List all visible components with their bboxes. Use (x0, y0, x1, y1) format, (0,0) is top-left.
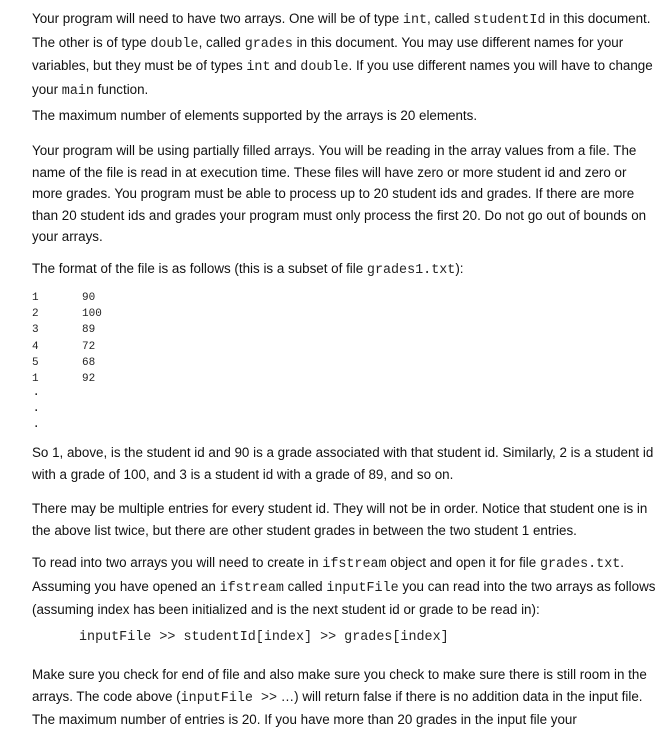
paragraph-eof-check (32, 664, 656, 731)
text-run: . Assuming you have opened an (32, 555, 625, 594)
text-run: function. (93, 81, 149, 97)
student-id-cell: 2 (32, 308, 39, 321)
table-row (32, 290, 142, 306)
grade-cell: 89 (82, 324, 96, 337)
paragraph-explanation: So 1, above, is the student id and 90 is a grade associated with that student id. Similarly, 2 is a student id with a grade of 100, and 3 is a student id with a grade of 89, and so on. (32, 445, 654, 482)
text-run: called (283, 578, 327, 594)
paragraph-file-format (32, 258, 656, 282)
text-run: and (270, 58, 301, 73)
file-sample-table (32, 290, 142, 387)
table-row (32, 322, 142, 338)
paragraph-partially-filled: Your program will be using partially filled arrays. You will be reading in the array values from a file. The name of the file is read in at execution time. These files will have zero or more student id and zero or more grades. You program must be able to process up to 20 student ids and grades. If there are more than 20 student ids and grades your program must only process the first 20. Do not go out of bounds on your arrays. (32, 143, 647, 244)
ellipsis-dot: . (34, 382, 39, 399)
code-ifstream: ifstream (322, 557, 387, 572)
paragraph-max-elements: The maximum number of elements supported by the arrays is 20 elements. (32, 108, 478, 123)
code-studentid: studentId (473, 13, 546, 28)
text-run: Your program will need to have two arrays. One will be of type (32, 11, 403, 26)
student-id-cell: 5 (32, 356, 39, 369)
table-row (32, 371, 142, 387)
student-id-cell: 4 (32, 340, 39, 353)
code-main: main (61, 83, 94, 99)
grade-cell: 90 (82, 292, 96, 304)
text-run: The format of the file is as follows (this is a subset of file (32, 261, 367, 276)
code-inputfile-extract: inputFile >> (180, 690, 278, 706)
code-example-line: inputFile >> studentId[index] >> grades[index] (79, 630, 449, 645)
paragraph-reading-arrays (32, 552, 656, 621)
student-id-cell: 3 (32, 324, 39, 337)
code-filename: grades.txt (539, 557, 621, 572)
text-run: , called (198, 34, 245, 50)
text-run: . If you use different names you will have to change your (32, 58, 653, 97)
code-grades: grades (244, 36, 293, 52)
student-id-cell: 1 (32, 292, 39, 304)
text-run: object and open it for file (386, 555, 540, 570)
text-run: …) will return false if there is no addition data in the input file. The maximum number of entries is 20. If you have more than 20 grades in the input file your (32, 688, 643, 727)
grade-cell: 68 (82, 356, 96, 369)
code-filename: grades1.txt (366, 263, 456, 278)
text-run: ): (455, 261, 464, 276)
text-run: To read into two arrays you will need to create in (32, 555, 323, 570)
grade-cell: 92 (82, 372, 96, 385)
ellipsis-dot: . (34, 414, 39, 431)
text-run: in this document. You may use different names for your variables, but they must be of types (32, 34, 624, 73)
table-row (32, 339, 142, 355)
text-run: , called (427, 11, 474, 26)
table-row (32, 306, 142, 322)
grade-cell: 100 (82, 308, 102, 321)
ellipsis-dot: . (34, 398, 39, 415)
code-double: double (150, 36, 199, 52)
code-double: double (300, 60, 349, 75)
code-int: int (246, 60, 271, 75)
code-int: int (402, 13, 428, 28)
text-run: Make sure you check for end of file and also make sure you check to make sure there is still room in the arrays. The code above ( (32, 667, 647, 704)
table-row (32, 355, 142, 371)
paragraph-arrays-intro (32, 8, 656, 102)
text-run: in this document. The other is of type (32, 11, 651, 50)
grade-cell: 72 (82, 340, 96, 353)
code-inputfile: inputFile (326, 580, 399, 596)
paragraph-multiple-entries: There may be multiple entries for every student id. They will not be in order. Notice that student one is in the above list twice, but there are other student grades in between the two student 1 entries. (32, 501, 648, 538)
student-id-cell: 1 (32, 372, 39, 385)
text-run: you can read into the two arrays as follows (assuming index has been initialized and is the next student id or grade to be read in): (32, 578, 656, 617)
code-ifstream: ifstream (219, 580, 284, 596)
